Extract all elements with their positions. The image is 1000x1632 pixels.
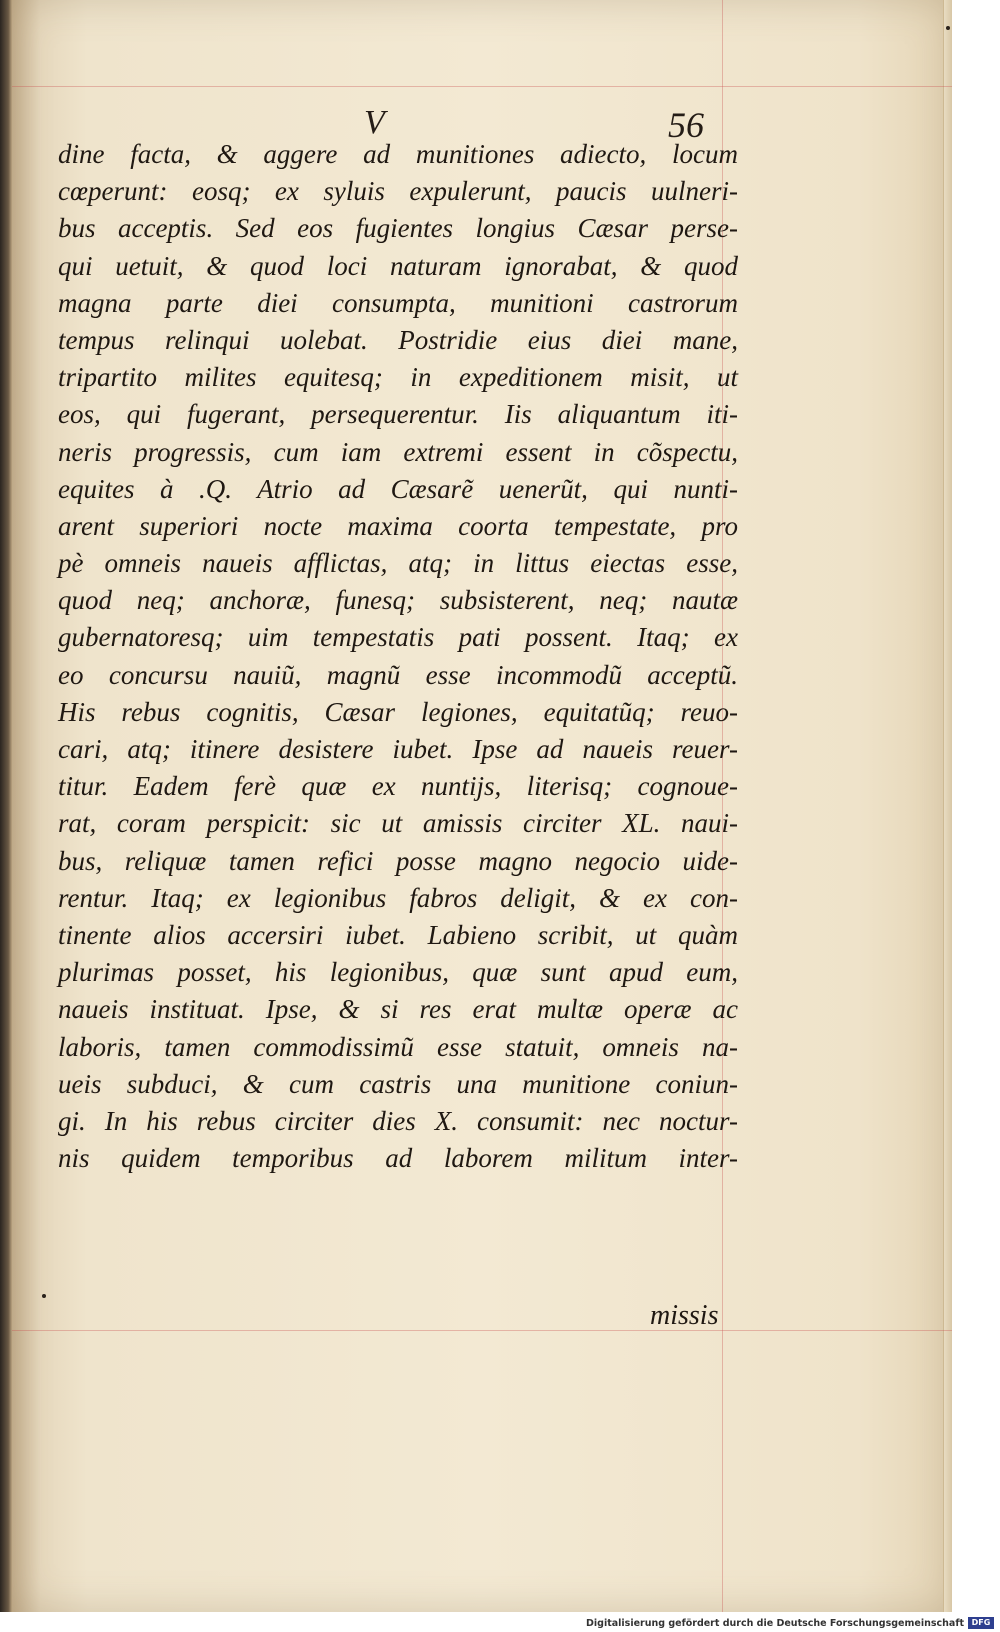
text-line: titur. Eadem ferè quæ ex nuntijs, literisq; cognoue- bbox=[58, 771, 738, 802]
ink-speck bbox=[42, 1294, 46, 1298]
text-line: bus, reliquæ tamen refici posse magno negocio uide- bbox=[58, 845, 738, 876]
text-line: gubernatoresq; uim tempestatis pati possent. Itaq; ex bbox=[58, 622, 738, 653]
funding-credit: Digitalisierung gefördert durch die Deutsche Forschungsgemeinschaft bbox=[586, 1618, 964, 1629]
text-line: plurimas posset, his legionibus, quæ sunt apud eum, bbox=[58, 957, 738, 988]
text-line: arent superiori nocte maxima coorta tempestate, pro bbox=[58, 510, 738, 541]
text-line: nis quidem temporibus ad laborem militum inter- bbox=[58, 1143, 738, 1174]
text-line: magna parte diei consumpta, munitioni castrorum bbox=[58, 287, 738, 318]
text-line: qui uetuit, & quod loci naturam ignorabat, & quod bbox=[58, 250, 738, 281]
text-line: neris progressis, cum iam extremi essent in cõspectu, bbox=[58, 436, 738, 467]
margin-rule-top bbox=[12, 86, 952, 87]
text-line: cari, atq; itinere desistere iubet. Ipse ad naueis reuer- bbox=[58, 734, 738, 764]
folio-number: 56 bbox=[668, 105, 704, 145]
text-line: His rebus cognitis, Cæsar legiones, equitatũq; reuo- bbox=[58, 696, 738, 727]
book-page bbox=[12, 0, 952, 1612]
text-line: quod neq; anchoræ, funesq; subsisterent, neq; nautæ bbox=[58, 585, 738, 616]
ink-speck bbox=[946, 26, 950, 30]
text-line: naueis instituat. Ipse, & si res erat multæ operæ ac bbox=[58, 994, 738, 1025]
text-line: equites à .Q. Atrio ad Cæsarẽ uenerũt, qui nunti- bbox=[58, 473, 738, 504]
text-line: eo concursu nauiũ, magnũ esse incommodũ acceptũ. bbox=[58, 659, 738, 690]
text-line: tinente alios accersiri iubet. Labieno scribit, ut quàm bbox=[58, 919, 738, 950]
text-line: rat, coram perspicit: sic ut amissis circiter XL. naui- bbox=[58, 808, 738, 839]
binding-edge bbox=[0, 0, 12, 1632]
text-line: tempus relinqui uolebat. Postridie eius diei mane, bbox=[58, 324, 738, 355]
text-line: bus acceptis. Sed eos fugientes longius Cæsar perse- bbox=[58, 213, 738, 244]
text-line: tripartito milites equitesq; in expeditionem misit, ut bbox=[58, 362, 738, 393]
text-line: ueis subduci, & cum castris una munitione coniun- bbox=[58, 1068, 738, 1099]
text-line: eos, qui fugerant, persequerentur. Iis aliquantum iti- bbox=[58, 399, 738, 430]
margin-rule-bottom bbox=[12, 1330, 952, 1331]
signature-mark: V bbox=[364, 104, 385, 141]
text-line: cœperunt: eosq; ex syluis expulerunt, paucis uulneri- bbox=[58, 176, 738, 207]
text-line: rentur. Itaq; ex legionibus fabros deligit, & ex con- bbox=[58, 882, 738, 913]
text-line: laboris, tamen commodissimũ esse statuit, omneis na- bbox=[58, 1031, 738, 1062]
body-text bbox=[58, 136, 738, 1177]
dfg-logo: DFG bbox=[968, 1617, 994, 1629]
text-line: gi. In his rebus circiter dies X. consumit: nec noctur- bbox=[58, 1105, 738, 1136]
text-line: dine facta, & aggere ad munitiones adiecto, locum bbox=[58, 139, 738, 169]
page-edge bbox=[943, 0, 952, 1612]
catchword: missis bbox=[650, 1300, 719, 1331]
text-line: pè omneis naueis afflictas, atq; in littus eiectas esse, bbox=[58, 548, 738, 579]
